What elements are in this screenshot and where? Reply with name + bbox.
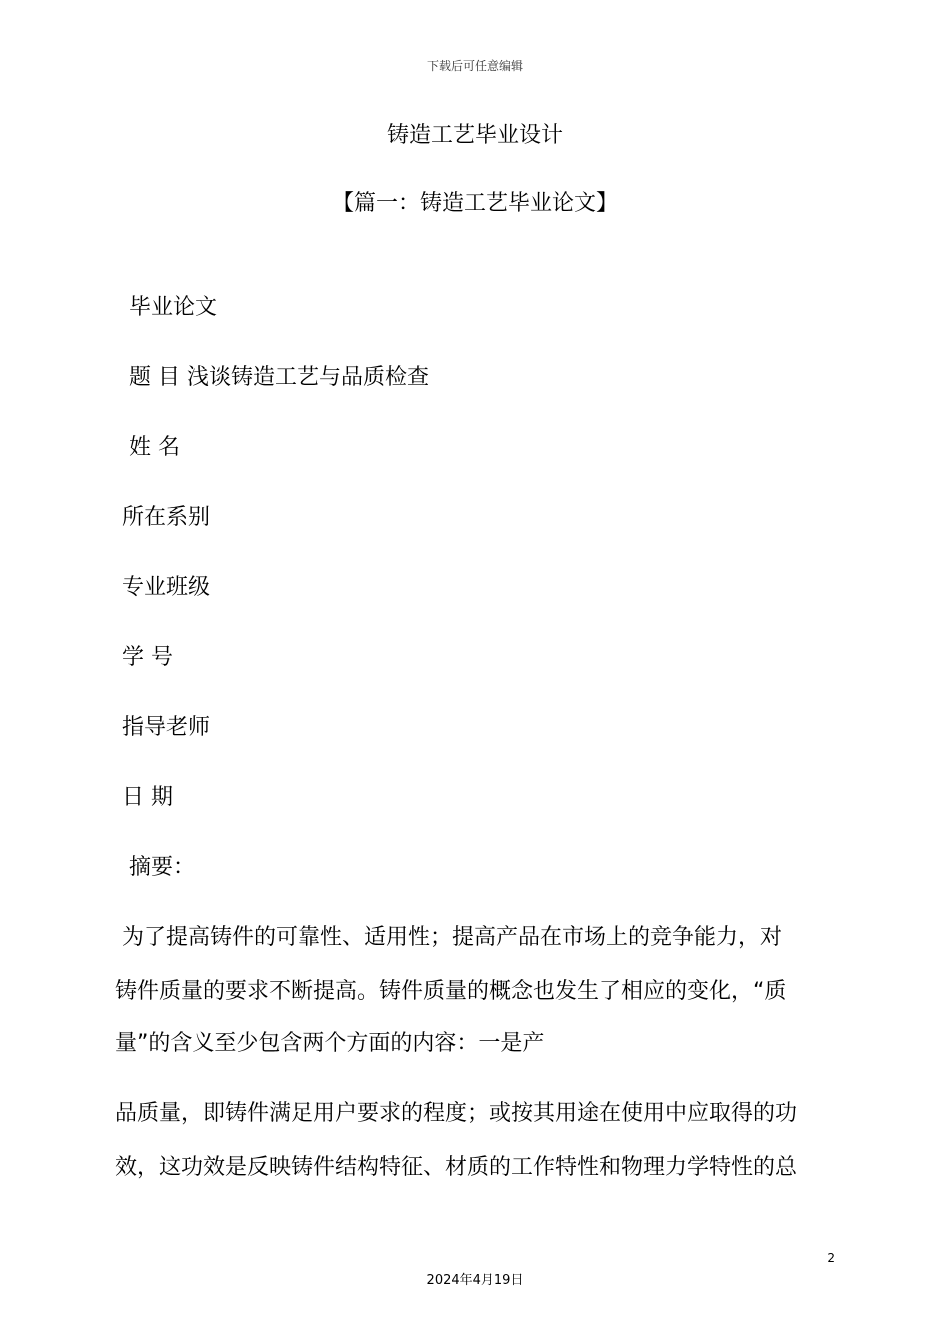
cover-topic: 题 目 浅谈铸造工艺与品质检查 — [129, 365, 429, 390]
body-line: 铸件质量的要求不断提高。铸件质量的概念也发生了相应的变化，“质 — [115, 979, 787, 1004]
cover-student-id-label: 学 号 — [122, 645, 173, 670]
cover-advisor-label: 指导老师 — [122, 715, 211, 740]
cover-name-label: 姓 名 — [129, 435, 180, 460]
abstract-label: 摘要： — [129, 855, 196, 880]
cover-class-label: 专业班级 — [122, 575, 211, 600]
cover-heading: 毕业论文 — [129, 295, 218, 320]
page-number: 2 — [827, 1251, 835, 1265]
document-title: 铸造工艺毕业设计 — [386, 123, 563, 148]
body-line: 为了提高铸件的可靠性、适用性；提高产品在市场上的竞争能力，对 — [122, 925, 783, 950]
body-line: 量”的含义至少包含两个方面的内容：一是产 — [115, 1031, 545, 1056]
footer-date: 2024年4月19日 — [426, 1273, 524, 1288]
cover-department-label: 所在系别 — [122, 505, 211, 530]
header-note: 下载后可任意编辑 — [426, 59, 523, 73]
document-subtitle: 【篇一：铸造工艺毕业论文】 — [331, 191, 618, 216]
body-line: 品质量，即铸件满足用户要求的程度；或按其用途在使用中应取得的功 — [115, 1101, 798, 1126]
body-line: 效，这功效是反映铸件结构特征、材质的工作特性和物理力学特性的总 — [115, 1155, 798, 1180]
cover-date-label: 日 期 — [122, 785, 173, 810]
